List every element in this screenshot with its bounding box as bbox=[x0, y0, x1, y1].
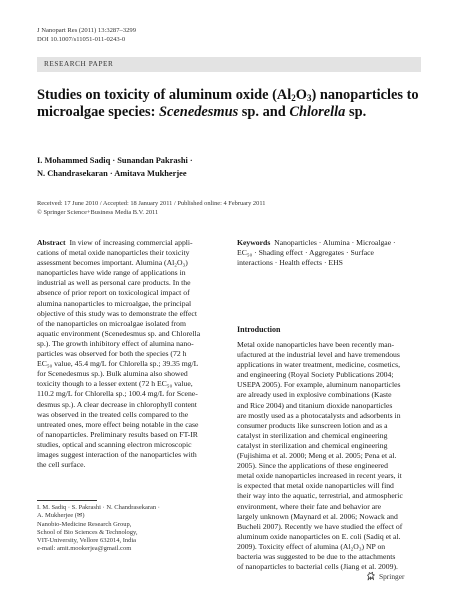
title-text: O bbox=[295, 87, 307, 103]
history-dates: Received: 17 June 2010 / Accepted: 18 January 2011 / Published online: 4 February 2011 bbox=[37, 200, 266, 207]
keywords-section bbox=[237, 238, 423, 268]
journal-header bbox=[37, 27, 136, 44]
introduction-body: Metal oxide nanoparticles have been recently man- ufactured at the industrial level and have tremendous applications in water treatment, medicine, cosmetics, and engineering (Royal Society Publications 2004; USEPA 2005). For example, aluminum nanoparticles are already used in explosive combinations (Kaste and Rice 2004) and titanium dioxide nanoparticles are mostly used as a photocatalysts and adsorbents in consumer products like sunscreen lotion and as a catalyst in sterilization and chemical engineering catalyst in sterilization and chemical engineering (Fujishima et al. 2000; Meng et al. 2005; Pena et al. 2005). Since the applications of these engineered metal oxide nanoparticles increased in recent years, it is expected that metal oxide nanoparticles will find their way into the aquatic, terrestrial, and atmospheric environment, where their fate and behavior are largely unknown (Maynard et al. 2006; Nowack and Bucheli 2007). Recently we have studied the effect of aluminum oxide nanoparticles on E. coli (Sadiq et al. 2009). Toxicity effect of alumina (Al₂O₃) NP on bacteria was suggested to be due to the attachments of nanoparticles to bacterial cells (Jiang et al. 2009). bbox=[237, 340, 403, 572]
journal-citation: J Nanopart Res (2011) 13:3287–3299 bbox=[37, 27, 137, 34]
title-species: Scenedesmus bbox=[159, 104, 239, 121]
title-subscript: 3 bbox=[306, 93, 312, 103]
title-text: sp. bbox=[345, 104, 367, 121]
publisher-logo bbox=[366, 571, 404, 581]
copyright-notice: © Springer Science+Business Media B.V. 2011 bbox=[37, 208, 159, 216]
abstract-text: In view of increasing commercial appli- cations of metal oxide nanoparticles their toxicity assessment becomes important. Alumina (Al₂O₃) nanoparticles have wide range of applications in industrial as well as personal care products. In the absence of prior report on toxicological impact of alumina nanoparticles to microalgae, the principal objective of this study was to demonstrate the effect of the nanoparticles on microalgae isolated from aquatic environment (Scenedesmus sp. and Chlorella sp.). The growth inhibitory effect of alumina nano- particles was observed for both the species (72 h EC₅₀ value, 45.4 mg/L for Chlorella sp.; 39.35 mg/L for Scenedesmus sp.). Bulk alumina also showed toxicity though to a lesser extent (72 h EC₅₀ value, 110.2 mg/L for Chlorella sp.; 100.4 mg/L for Scene- desmus sp.). A clear decrease in chlorophyll content was observed in the treated cells compared to the untreated ones, more effect being notable in the case of nanoparticles. Preliminary results based on FT-IR studies, optical and scanning electron microscopic images suggest interaction of the nanoparticles with the cell surface. bbox=[37, 238, 201, 470]
author-line: I. Mohammed Sadiq · Sunandan Pakrashi · bbox=[37, 156, 193, 165]
title-text: Studies on toxicity of aluminum oxide (Al bbox=[37, 87, 292, 103]
journal-doi: DOI 10.1007/s11051-011-0243-0 bbox=[37, 35, 126, 43]
publisher-name: Springer bbox=[379, 571, 405, 581]
title-text: sp. and bbox=[238, 104, 290, 121]
title-species: Chlorella bbox=[289, 104, 346, 121]
author-list bbox=[37, 155, 421, 180]
footnote-divider bbox=[37, 500, 97, 501]
paper-title bbox=[37, 87, 421, 122]
springer-horse-icon bbox=[366, 571, 376, 581]
author-line: N. Chandrasekaran · Amitava Mukherjee bbox=[37, 168, 187, 178]
keywords-text: Nanoparticles · Alumina · Microalgae · EC₅₀ · Shading effect · Aggregates · Surface interactions · Health effects · EHS bbox=[237, 238, 396, 268]
abstract-section bbox=[37, 238, 221, 470]
publication-history bbox=[37, 200, 421, 217]
keywords-label: Keywords bbox=[237, 238, 271, 247]
author-affiliation-footnote: I. M. Sadiq · S. Pakrashi · N. Chandrasekaran · A. Mukherjee (✉) Nanobio-Medicine Research Group, School of Bio Sciences & Technology, VIT-University, Vellore 632014, India e-mail: amit.mookerjea@gmail.com bbox=[37, 504, 160, 553]
abstract-label: Abstract bbox=[37, 238, 66, 247]
title-text: ) nanoparticles to microalgae species: bbox=[37, 87, 419, 121]
abstract-body bbox=[37, 238, 221, 470]
title-subscript: 2 bbox=[291, 93, 296, 103]
article-type-label: RESEARCH PAPER bbox=[44, 60, 114, 68]
article-type-banner bbox=[37, 57, 421, 72]
introduction-heading: Introduction bbox=[237, 325, 281, 334]
